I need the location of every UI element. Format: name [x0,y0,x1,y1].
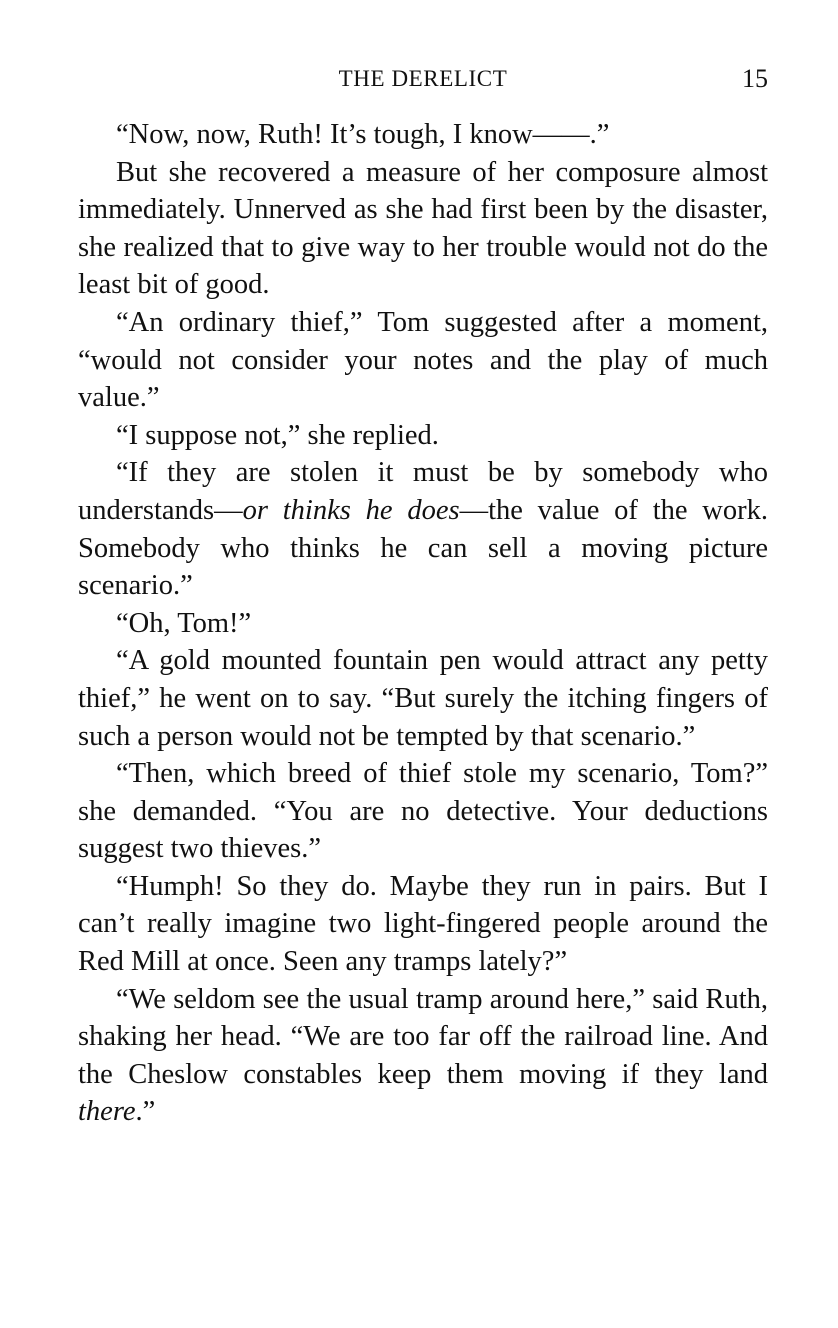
italic-word: there [78,1096,136,1128]
body-text [78,116,768,1131]
paragraph-segment: —the value of the work. Somebody who thinks he can sell a moving picture scenario.” [78,494,768,602]
paragraph: But she recovered a measure of her composure almost immediately. Unnerved as she had first been by the disaster, she realized that to give way to her trouble would not do the least bit of good. [78,156,768,301]
page-number: 15 [742,64,768,93]
running-head [78,62,768,96]
paragraph-segment: “We seldom see the usual tramp around here,” said Ruth, shaking her head. “We are too far off the railroad line. And the Cheslow constables keep them moving if they land [78,983,768,1090]
italic-phrase: or thinks he does [242,494,460,526]
paragraph-segment: .” [135,1096,156,1128]
paragraph: “Humph! So they do. Maybe they run in pairs. But I can’t really imagine two light-fingered people around the Red Mill at once. Seen any tramps lately?” [78,870,768,978]
paragraph: “Then, which breed of thief stole my scenario, Tom?” she demanded. “You are no detective. Your deductions suggest two thieves.” [78,758,768,865]
paragraph-segment: “If they are stolen it must be by somebody who understands— [78,457,768,526]
paragraph [78,981,768,1131]
paragraph: “I suppose not,” she replied. [116,419,439,451]
running-title: THE DERELICT [338,66,508,91]
paragraph: “A gold mounted fountain pen would attract any petty thief,” he went on to say. “But surely the itching fingers of such a person would not be tempted by that scenario.” [78,645,768,752]
paragraph: “An ordinary thief,” Tom suggested after a moment, “would not consider your notes and the play of much value.” [78,306,768,414]
paragraph: “Now, now, Ruth! It’s tough, I know——.” [116,119,610,150]
paragraph: “Oh, Tom!” [116,607,252,639]
paragraph [78,454,768,604]
